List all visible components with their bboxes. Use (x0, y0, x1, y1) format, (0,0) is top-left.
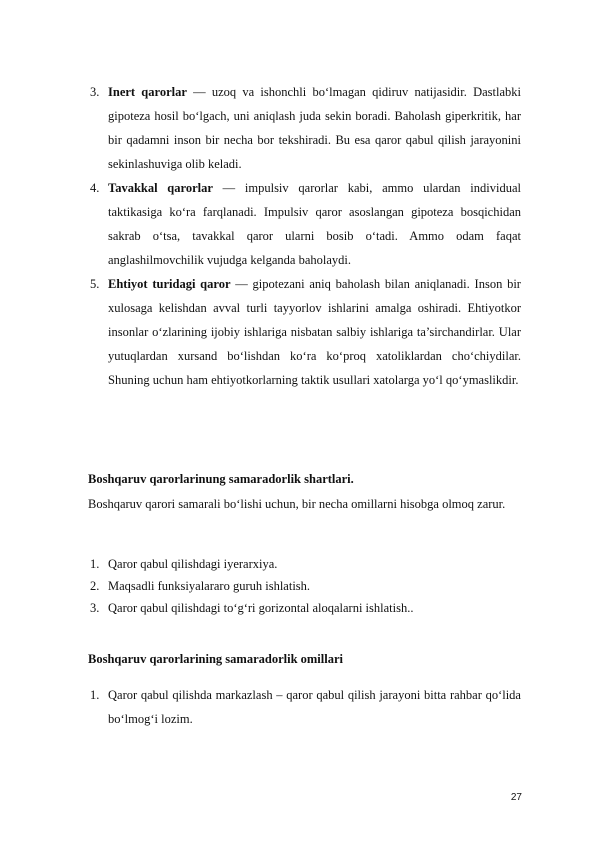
list-item (0, 683, 595, 731)
page-number: 27 (510, 792, 522, 803)
list-item (0, 176, 595, 272)
section-heading: Boshqaruv qarorlarining samaradorlik omillari (88, 652, 343, 666)
list-item (0, 553, 595, 575)
definition: — uzoq va ishonchli bo‘lmagan qidiruv natijasidir. Dastlabki gipoteza hosil bo‘lgach, uni aniqlash juda sekin boradi. Baholash giperkritik, har bir qadamni inson bir necha bor tekshiradi. Bu esa qaror qabul qilish jarayonini sekinlashuviga olib keladi. (108, 85, 522, 171)
list-item-text: Qaror qabul qilishda markazlash – qaror qabul qilish jarayoni bitta rahbar qo‘lida bo‘lmog‘i lozim. (108, 688, 521, 726)
term: Inert qarorlar (108, 85, 187, 99)
list-item (0, 597, 595, 619)
list-item-text: Qaror qabul qilishdagi to‘g‘ri gorizontal aloqalarni ishlatish.. (108, 601, 414, 615)
list-item (0, 272, 595, 440)
decision-types-list (0, 80, 595, 440)
list-item-text: Maqsadli funksiyalararo guruh ishlatish. (108, 579, 311, 593)
definition: — gipotezani aniq baholash bilan aniqlanadi. Inson bir xulosaga kelishdan avval turli tayyorlov ishlarini amalga oshiradi. Ehtiyotkor insonlar o‘zlarining ijobiy ishlariga nisbatan salbiy ishlariga ta’sirchandirlar. Ular yutuqlardan xursand bo‘lishdan ko‘ra ko‘proq xatoliklardan cho‘chiydilar. Shuning uchun ham ehtiyotkorlarning taktik usullari xatolarga yo‘l qo‘ymaslikdir. (108, 277, 521, 387)
list-number: 1. (90, 557, 100, 571)
conditions-list (0, 553, 595, 619)
list-item-text (108, 176, 521, 272)
list-number: 4. (90, 181, 100, 195)
list-number: 3. (90, 85, 100, 99)
term: Ehtiyot turidagi qaror (108, 277, 231, 291)
list-number: 5. (90, 277, 100, 291)
list-number: 1. (90, 688, 100, 702)
list-item (0, 575, 595, 597)
term: Tavakkal qarorlar (108, 181, 213, 195)
list-number: 3. (90, 601, 100, 615)
section-heading: Boshqaruv qarorlarinung samaradorlik shartlari. (88, 472, 354, 486)
list-item-text: Qaror qabul qilishdagi iyerarxiya. (108, 557, 278, 571)
paragraph: Boshqaruv qarori samarali bo‘lishi uchun, bir necha omillarni hisobga olmoq zarur. (88, 497, 506, 511)
list-number: 2. (90, 579, 100, 593)
list-item-text (108, 272, 521, 392)
factors-list (0, 683, 595, 731)
list-item (0, 80, 595, 176)
definition: — impulsiv qarorlar kabi, ammo ulardan individual taktikasiga ko‘ra farqlanadi. Impulsiv qaror asoslangan gipoteza bosqichidan sakrab o‘tsa, tavakkal qaror ularni bosib o‘tadi. Ammo odam faqat anglashilmovchilik vujudga kelganda baholaydi. (108, 181, 521, 267)
list-item-text (108, 80, 521, 176)
